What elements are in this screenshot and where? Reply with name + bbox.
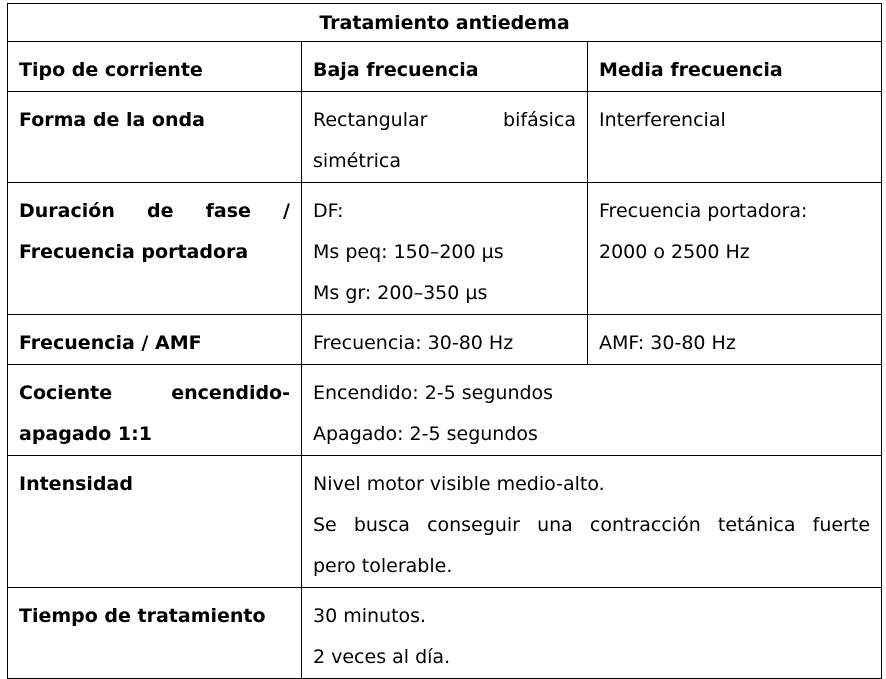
cell-frecuencia-baja: Frecuencia: 30-80 Hz (302, 315, 588, 365)
cell-text: 30 minutos. (313, 605, 427, 627)
cell-text: Frecuencia portadora: (599, 200, 808, 222)
table-row (8, 588, 882, 679)
row-label-forma: Forma de la onda (8, 92, 302, 183)
cell-text: DF: (313, 200, 344, 222)
row-label-tiempo: Tiempo de tratamiento (8, 588, 302, 679)
cell-frecuencia-media: AMF: 30-80 Hz (588, 315, 882, 365)
table-row (8, 92, 882, 183)
title-row (8, 4, 882, 42)
cell-text: Apagado: 2-5 segundos (313, 423, 538, 445)
row-label-intensidad: Intensidad (8, 456, 302, 588)
treatment-table (7, 3, 882, 679)
header-tipo: Tipo de corriente (8, 42, 302, 92)
cell-text: simétrica (313, 150, 402, 172)
cell-forma-baja (302, 92, 588, 183)
label-text: Frecuencia portadora (19, 241, 249, 263)
table-row (8, 456, 882, 588)
table-title: Tratamiento antiedema (8, 4, 882, 42)
table-row (8, 365, 882, 456)
table-row (8, 183, 882, 315)
cell-text: Ms gr: 200–350 µs (313, 282, 488, 304)
cell-text: Ms peq: 150–200 µs (313, 241, 504, 263)
row-label-duracion (8, 183, 302, 315)
cell-tiempo-value (302, 588, 882, 679)
cell-text: Encendido: 2-5 segundos (313, 382, 554, 404)
cell-text: 2 veces al día. (313, 646, 451, 668)
cell-text: pero tolerable. (313, 555, 453, 577)
cell-text: Rectangular bifásica (313, 109, 576, 131)
cell-text: Se busca conseguir una contracción tetánica fuerte (313, 514, 871, 536)
cell-text: Nivel motor visible medio-alto. (313, 473, 605, 495)
row-label-cociente (8, 365, 302, 456)
row-label-frecuencia: Frecuencia / AMF (8, 315, 302, 365)
cell-duracion-baja (302, 183, 588, 315)
cell-cociente-value (302, 365, 882, 456)
label-text: Cociente encendido- (19, 382, 290, 404)
label-text: apagado 1:1 (19, 423, 152, 445)
header-row (8, 42, 882, 92)
cell-forma-media: Interferencial (588, 92, 882, 183)
cell-intensidad-value (302, 456, 882, 588)
table-row (8, 315, 882, 365)
header-media: Media frecuencia (588, 42, 882, 92)
header-baja: Baja frecuencia (302, 42, 588, 92)
label-text: Duración de fase / (19, 200, 290, 222)
cell-duracion-media (588, 183, 882, 315)
cell-text: 2000 o 2500 Hz (599, 241, 750, 263)
